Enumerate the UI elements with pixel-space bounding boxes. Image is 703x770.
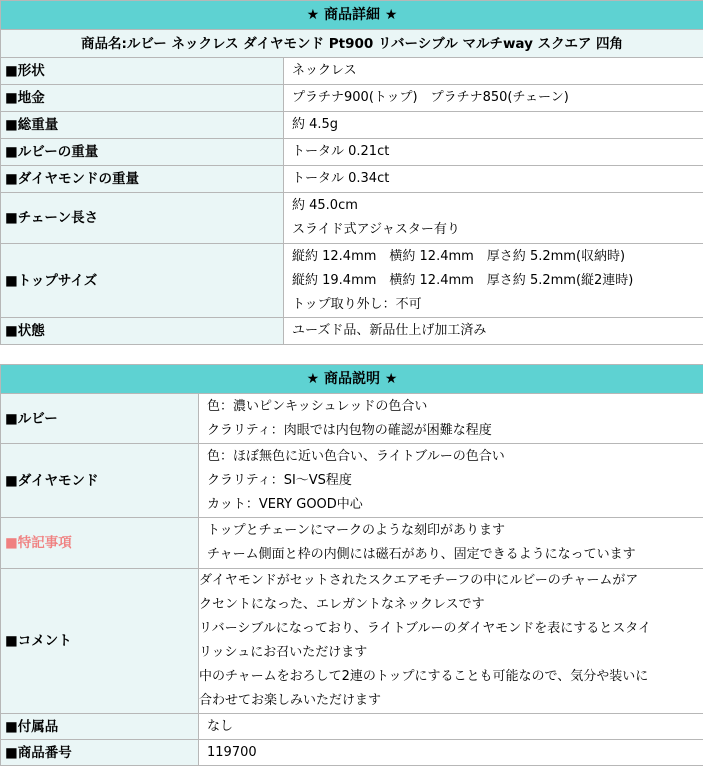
description-header: ★ 商品説明 ★ <box>1 365 703 394</box>
row-label: ■地金 <box>1 85 284 112</box>
row-label: ■チェーン長さ <box>1 193 284 244</box>
row-value-line: 縦約 19.4mm 横約 12.4mm 厚さ約 5.2mm(縦2連時) <box>292 272 634 288</box>
detail-row-chain-length <box>1 193 703 244</box>
row-value-line: トップとチェーンにマークのような刻印があります <box>207 523 505 538</box>
row-value-line: 色：濃いピンキッシュレッドの色合い <box>207 398 428 414</box>
row-value-line: リバーシブルになっており、ライトブルーのダイヤモンドを表にするとスタイ <box>199 621 652 636</box>
detail-row-top-size <box>1 244 703 318</box>
row-value-line: 色：ほぼ無色に近い色合い、ライトブルーの色合い <box>207 448 505 464</box>
row-label: ■ルビーの重量 <box>1 139 284 166</box>
detail-row-metal <box>1 85 703 112</box>
row-value-line: ダイヤモンドがセットされたスクエアモチーフの中にルビーのチャームがア <box>199 573 639 588</box>
detail-row-condition <box>1 318 703 345</box>
row-label: ■ダイヤモンド <box>1 444 199 518</box>
row-value-line: クセントになった、エレガントなネックレスです <box>199 597 485 612</box>
row-value-line: 約 45.0cm <box>292 198 358 213</box>
detail-row-shape <box>1 58 703 85</box>
row-value: 119700 <box>207 744 257 760</box>
row-label: ■商品番号 <box>1 740 199 766</box>
row-value: なし <box>207 718 234 734</box>
row-value-line: リッシュにお召いただけます <box>199 645 368 660</box>
row-value: トータル 0.21ct <box>292 144 390 159</box>
row-value: 約 4.5g <box>292 117 339 132</box>
row-value: ネックレス <box>292 63 357 78</box>
detail-row-total-weight <box>1 112 703 139</box>
product-name: 商品名:ルビー ネックレス ダイヤモンド Pt900 リバーシブル マルチway スクエア 四角 <box>1 30 703 58</box>
row-label: ■状態 <box>1 318 284 345</box>
detail-row-ruby-weight <box>1 139 703 166</box>
row-value-line: クラリティ：肉眼では内包物の確認が困難な程度 <box>207 422 492 438</box>
row-label: ■ダイヤモンドの重量 <box>1 166 284 193</box>
row-value-line: スライド式アジャスター有り <box>292 222 460 237</box>
row-label: ■総重量 <box>1 112 284 139</box>
product-description-table <box>0 364 703 766</box>
row-label: ■コメント <box>1 569 199 714</box>
desc-row-comment <box>1 569 703 714</box>
row-value-line: 縦約 12.4mm 横約 12.4mm 厚さ約 5.2mm(収納時) <box>292 248 626 264</box>
desc-row-diamond <box>1 444 703 518</box>
row-value-line: カット：VERY GOOD中心 <box>207 496 363 512</box>
row-value-line: 中のチャームをおろして2連のトップにすることも可能なので、気分や装いに <box>199 669 649 684</box>
row-value-line: 合わせてお楽しみいただけます <box>199 693 382 708</box>
row-value: トータル 0.34ct <box>292 171 390 186</box>
desc-row-product-number <box>1 740 703 766</box>
row-value-line: クラリティ：SI～VS程度 <box>207 472 352 488</box>
row-label: ■形状 <box>1 58 284 85</box>
row-label: ■特記事項 <box>1 518 199 569</box>
row-label: ■トップサイズ <box>1 244 284 318</box>
row-value-line: チャーム側面と枠の内側には磁石があり、固定できるようになっています <box>207 547 636 562</box>
detail-header: ★ 商品詳細 ★ <box>1 1 703 30</box>
detail-row-diamond-weight <box>1 166 703 193</box>
row-value: プラチナ900(トップ) プラチナ850(チェーン) <box>292 90 569 105</box>
desc-row-accessories <box>1 714 703 740</box>
product-detail-table <box>0 0 703 345</box>
row-value-line: トップ取り外し：不可 <box>292 296 422 312</box>
row-value: ユーズド品、新品仕上げ加工済み <box>292 323 487 338</box>
row-label: ■ルビー <box>1 394 199 444</box>
row-label: ■付属品 <box>1 714 199 740</box>
desc-row-ruby <box>1 394 703 444</box>
desc-row-special-notes <box>1 518 703 569</box>
